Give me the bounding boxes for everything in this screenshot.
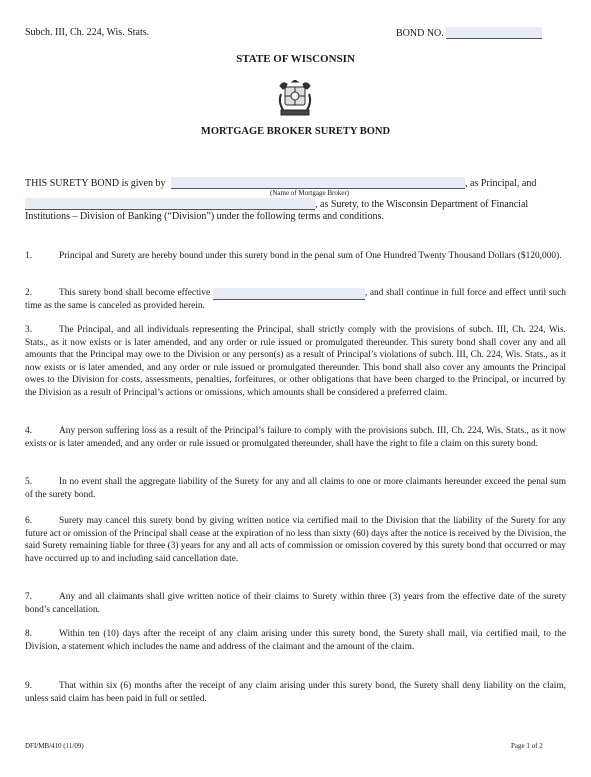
given-by-text: THIS SURETY BOND is given by — [25, 178, 166, 189]
paragraph-text: Any person suffering loss as a result of the Principal’s failure to comply with the provisions subch. III, Ch. 224, Wis. Stats., as it now exists or is later amended, and any order or rule issued or promulgated thereunder, shall have the right to file a claim on this surety bond. — [25, 426, 566, 449]
paragraph-text: This surety bond shall become effective — [59, 288, 211, 298]
paragraph-9 — [25, 680, 566, 705]
paragraph-text: The Principal, and all individuals representing the Principal, shall strictly comply with the provisions of subch. III, Ch. 224, Wis. Stats., as it now exists or is later amended, and any order or rule issued or promulgated thereunder. This surety bond shall cover any and all amounts that the Principal may owe to the Division or any person(s) as a result of Principal’s violations of subch. III, Ch. 224, Wis. Stats., as it now exists or is later amended, and any order or rule issued or promulgated thereunder. This bond shall also cover any amounts the Principal owes to the Division for costs, assessments, penalties, forfeitures, or other obligations that have been charged to the Principal, or incurred by the Division as a result of Principal’s actions or omissions, which amounts shall be considered a preferred claim. — [25, 325, 566, 398]
paragraph-2 — [25, 287, 566, 312]
intro-principal-line — [25, 177, 536, 189]
bond-number — [396, 27, 542, 39]
paragraph-8 — [25, 628, 566, 653]
effective-date-field[interactable] — [213, 288, 365, 300]
statute-reference: Subch. III, Ch. 224, Wis. Stats. — [25, 27, 150, 38]
paragraph-number: 9. — [25, 681, 33, 691]
paragraph-number: 2. — [25, 288, 33, 298]
state-title: STATE OF WISCONSIN — [236, 53, 355, 65]
paragraph-number: 7. — [25, 592, 33, 602]
paragraph-1 — [25, 250, 566, 263]
paragraph-number: 5. — [25, 477, 33, 487]
paragraph-7 — [25, 591, 566, 616]
surety-name-field[interactable] — [25, 198, 315, 210]
paragraph-5 — [25, 476, 566, 501]
as-principal-text: , as Principal, and — [464, 178, 537, 189]
paragraph-number: 4. — [25, 426, 33, 436]
paragraph-3 — [25, 324, 566, 400]
principal-name-caption: (Name of Mortgage Broker) — [270, 189, 350, 197]
document-title: MORTGAGE BROKER SURETY BOND — [200, 126, 391, 137]
as-surety-text: , as Surety, to the Wisconsin Department of Financial — [315, 199, 529, 210]
intro-surety-line — [25, 198, 528, 210]
paragraph-number: 6. — [25, 516, 33, 526]
principal-name-field[interactable] — [171, 177, 465, 189]
page-number: Page 1 of 2 — [511, 742, 543, 750]
bond-no-label: BOND NO. — [396, 28, 444, 39]
paragraph-number: 3. — [25, 325, 33, 335]
paragraph-text: In no event shall the aggregate liability of the Surety for any and all claims to one or more claimants hereunder exceed the penal sum of the surety bond. — [25, 477, 566, 500]
paragraph-text: That within six (6) months after the receipt of any claim arising under this surety bond, the Surety shall deny liability on the claim, unless said claim has been paid in full or settled. — [25, 681, 566, 704]
state-seal-icon — [271, 80, 319, 118]
paragraph-number: 8. — [25, 629, 33, 639]
paragraph-text: Any and all claimants shall give written notice of their claims to Surety within three (3) years from the effective date of the surety bond’s cancellation. — [25, 592, 566, 615]
paragraph-4 — [25, 425, 566, 450]
paragraph-text: Surety may cancel this surety bond by giving written notice via certified mail to the Division that the liability of the Surety for any future act or omission of the Principal shall cease at the expiration of no less than sixty (60) days after the notice is received by the Division, the said Surety remaining liable for three (3) years for any and all acts of commission or omission covered by this surety bond that occurred or may have occurred up to and including said cancellation date. — [25, 516, 566, 564]
paragraph-text: , and shall continue in full force and effect until such time as the same is canceled as provided herein. — [25, 288, 566, 311]
paragraph-text: Principal and Surety are hereby bound under this surety bond in the penal sum of One Hundred Twenty Thousand Dollars ($120,000). — [59, 251, 562, 261]
bond-no-field[interactable] — [446, 27, 542, 39]
paragraph-text: Within ten (10) days after the receipt of any claim arising under this surety bond, the Surety shall mail, via certified mail, to the Division, a statement which includes the name and address of the claimant and the amount of the claim. — [25, 629, 566, 652]
paragraph-6 — [25, 515, 566, 565]
paragraph-number: 1. — [25, 251, 33, 261]
form-id: DFI/MB/410 (11/09) — [25, 742, 84, 750]
intro-division-line: Institutions – Division of Banking (“Division”) under the following terms and conditions. — [25, 211, 384, 222]
